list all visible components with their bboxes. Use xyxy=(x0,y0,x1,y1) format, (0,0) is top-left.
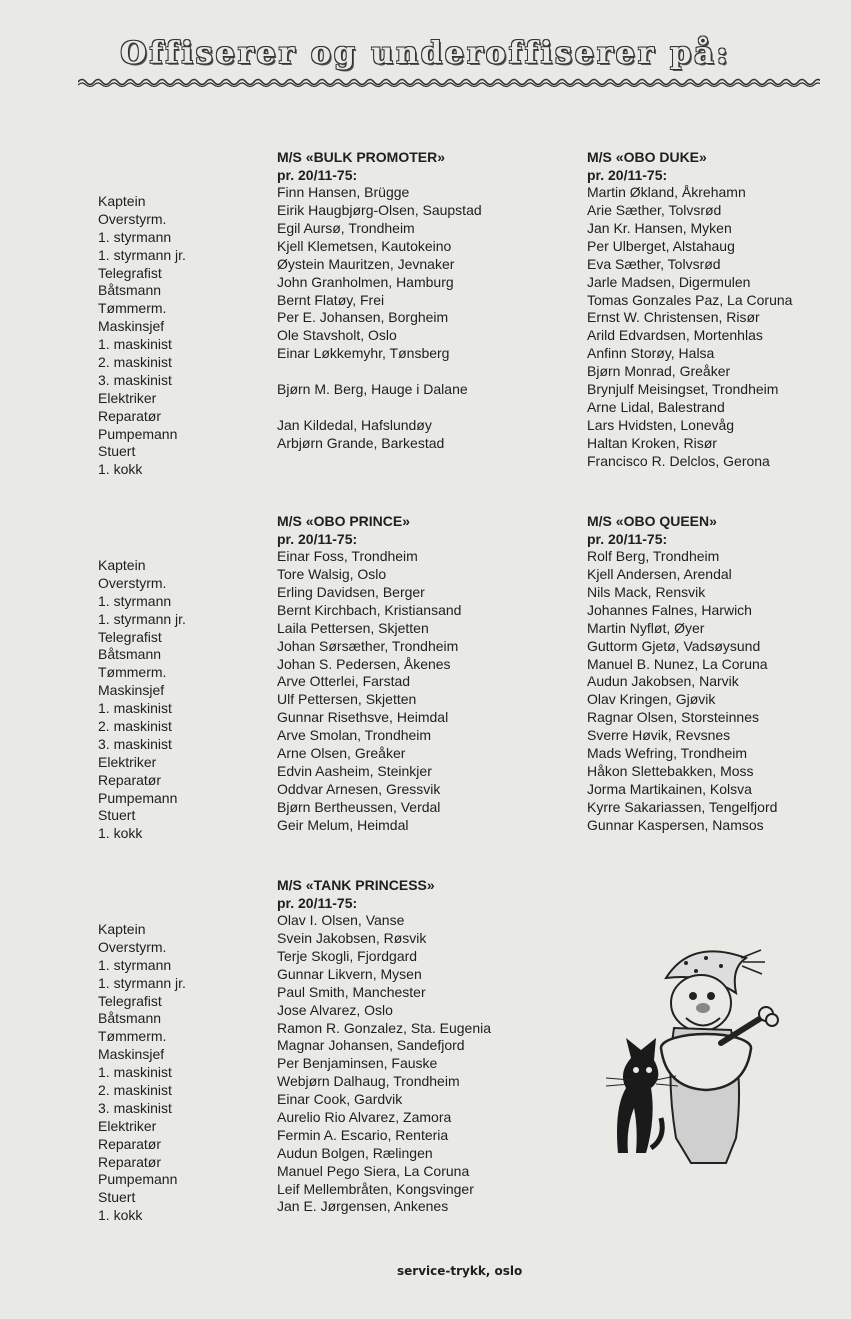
role-label: 3. maskinist xyxy=(98,1099,172,1116)
crew-list xyxy=(277,184,482,470)
roles-list-3 xyxy=(98,921,186,1225)
crew-member: Bjørn M. Berg, Hauge i Dalane xyxy=(277,380,468,397)
role-label: Pumpemann xyxy=(98,789,178,806)
role-label: Telegrafist xyxy=(98,628,162,645)
crew-member: Eva Sæther, Tolvsrød xyxy=(587,255,721,272)
ship-date: pr. 20/11-75: xyxy=(587,166,668,183)
role-label: Telegrafist xyxy=(98,992,162,1009)
crew-member: Olav Kringen, Gjøvik xyxy=(587,691,716,708)
role-label: Overstyrm. xyxy=(98,938,167,955)
crew-member: Audun Jakobsen, Narvik xyxy=(587,673,739,690)
crew-member: Edvin Aasheim, Steinkjer xyxy=(277,762,432,779)
ship-date: pr. 20/11-75: xyxy=(277,894,358,911)
crew-member: Mads Wefring, Trondheim xyxy=(587,744,748,761)
crew-member xyxy=(277,363,482,381)
role-label: 1. maskinist xyxy=(98,1064,172,1081)
role-label: 3. maskinist xyxy=(98,735,172,752)
crew-member: Brynjulf Meisingset, Trondheim xyxy=(587,380,779,397)
role-label: Båtsmann xyxy=(98,282,162,299)
role-label: Overstyrm. xyxy=(98,574,167,591)
crew-list xyxy=(587,548,777,834)
role-label: Tømmerm. xyxy=(98,664,167,681)
crew-member: Nils Mack, Rensvik xyxy=(587,583,706,600)
roles-list-1 xyxy=(98,193,186,479)
role-label: 1. styrmann xyxy=(98,592,172,609)
role-label: Kaptein xyxy=(98,193,146,209)
roles-list-2 xyxy=(98,557,186,843)
crew-member xyxy=(277,453,482,471)
crew-member: Jorma Martikainen, Kolsva xyxy=(587,780,752,797)
ship-date: pr. 20/11-75: xyxy=(277,166,358,183)
crew-member: Francisco R. Delclos, Gerona xyxy=(587,452,770,469)
crew-member: Einar Cook, Gardvik xyxy=(277,1091,403,1108)
crew-member: Manuel Pego Siera, La Coruna xyxy=(277,1162,470,1179)
ship-date: pr. 20/11-75: xyxy=(587,530,668,547)
crew-member: Kjell Andersen, Arendal xyxy=(587,566,732,583)
role-label: 2. maskinist xyxy=(98,354,172,371)
crew-member: Terje Skogli, Fjordgard xyxy=(277,947,418,964)
role-label: 2. maskinist xyxy=(98,1082,172,1099)
role-label: 1. styrmann jr. xyxy=(98,610,186,627)
role-label: Maskinsjef xyxy=(98,318,165,335)
role-label: Maskinsjef xyxy=(98,1046,165,1063)
crew-member: Bernt Kirchbach, Kristiansand xyxy=(277,601,462,618)
crew-list xyxy=(277,912,491,1216)
crew-member: Finn Hansen, Brügge xyxy=(277,184,410,201)
role-label: Reparatør xyxy=(98,407,162,424)
crew-member xyxy=(277,399,482,417)
role-label: Pumpemann xyxy=(98,425,178,442)
role-label: Båtsmann xyxy=(98,1010,162,1027)
role-label: 1. maskinist xyxy=(98,700,172,717)
crew-member: Martin Økland, Åkrehamn xyxy=(587,184,746,201)
crew-member: Aurelio Rio Alvarez, Zamora xyxy=(277,1108,452,1125)
crew-member: Geir Melum, Heimdal xyxy=(277,816,409,833)
role-label: Stuert xyxy=(98,1189,136,1206)
crew-member: Ernst W. Christensen, Risør xyxy=(587,309,760,326)
crew-member: Per E. Johansen, Borgheim xyxy=(277,309,449,326)
crew-member: Ramon R. Gonzalez, Sta. Eugenia xyxy=(277,1019,492,1036)
crew-member: Gunnar Risethsve, Heimdal xyxy=(277,709,449,726)
crew-member: Laila Pettersen, Skjetten xyxy=(277,619,429,636)
ship-name: M/S «TANK PRINCESS» xyxy=(277,877,435,893)
crew-list xyxy=(587,184,792,470)
ship-name: M/S «BULK PROMOTER» xyxy=(277,149,446,165)
role-label: 1. kokk xyxy=(98,825,143,842)
crew-member: Erling Davidsen, Berger xyxy=(277,583,425,600)
role-label: 1. kokk xyxy=(98,1207,143,1224)
ship-bulk-promoter xyxy=(277,149,482,470)
role-label: Kaptein xyxy=(98,557,146,573)
crew-member: Håkon Slettebakken, Moss xyxy=(587,762,754,779)
crew-member: Bjørn Bertheussen, Verdal xyxy=(277,798,441,815)
role-label: Tømmerm. xyxy=(98,1028,167,1045)
crew-member: Sverre Høvik, Revsnes xyxy=(587,727,731,744)
role-label: Tømmerm. xyxy=(98,300,167,317)
role-label: Overstyrm. xyxy=(98,210,167,227)
crew-member: Eirik Haugbjørg-Olsen, Saupstad xyxy=(277,202,482,219)
role-label: Pumpemann xyxy=(98,1171,178,1188)
role-label: Maskinsjef xyxy=(98,682,165,699)
role-label: 1. styrmann jr. xyxy=(98,246,186,263)
crew-member: Audun Bolgen, Rælingen xyxy=(277,1144,433,1161)
page-title: Offiserer og underoffiserer på: xyxy=(120,36,731,71)
ship-name: M/S «OBO QUEEN» xyxy=(587,513,717,529)
wavy-divider xyxy=(78,76,820,88)
role-label: Båtsmann xyxy=(98,646,162,663)
role-label: 1. kokk xyxy=(98,461,143,478)
role-label: Elektriker xyxy=(98,1117,157,1134)
crew-member: Arve Otterlei, Farstad xyxy=(277,673,411,690)
role-label: Reparatør xyxy=(98,1135,162,1152)
ship-obo-prince xyxy=(277,513,461,834)
ship-tank-princess xyxy=(277,877,491,1216)
ship-obo-queen xyxy=(587,513,777,834)
crew-member: Martin Nyfløt, Øyer xyxy=(587,619,705,636)
crew-member: Ole Stavsholt, Oslo xyxy=(277,327,397,344)
crew-member: Lars Hvidsten, Lonevåg xyxy=(587,416,735,433)
crew-member: Arbjørn Grande, Barkestad xyxy=(277,434,445,451)
crew-member: Webjørn Dalhaug, Trondheim xyxy=(277,1073,460,1090)
role-label: 3. maskinist xyxy=(98,371,172,388)
crew-member: Jan E. Jørgensen, Ankenes xyxy=(277,1198,449,1215)
crew-member: Jan Kildedal, Hafslundøy xyxy=(277,416,432,433)
crew-member: Johan Sørsæther, Trondheim xyxy=(277,637,459,654)
crew-member: Bjørn Monrad, Greåker xyxy=(587,363,731,380)
crew-member: Johannes Falnes, Harwich xyxy=(587,601,752,618)
crew-member: Tomas Gonzales Paz, La Coruna xyxy=(587,291,793,308)
crew-member: Jarle Madsen, Digermulen xyxy=(587,273,751,290)
role-label: Elektriker xyxy=(98,753,157,770)
crew-member: Rolf Berg, Trondheim xyxy=(587,548,720,565)
crew-member: Per Ulberget, Alstahaug xyxy=(587,237,735,254)
crew-member: John Granholmen, Hamburg xyxy=(277,273,454,290)
footer-printer: service-trykk, oslo xyxy=(397,1264,523,1278)
crew-member: Fermin A. Escario, Renteria xyxy=(277,1126,449,1143)
crew-member: Svein Jakobsen, Røsvik xyxy=(277,930,427,947)
crew-member: Guttorm Gjetø, Vadsøysund xyxy=(587,637,761,654)
crew-member: Kyrre Sakariassen, Tengelfjord xyxy=(587,798,778,815)
ship-date: pr. 20/11-75: xyxy=(277,530,358,547)
crew-member: Haltan Kroken, Risør xyxy=(587,434,717,451)
crew-member: Johan S. Pedersen, Åkenes xyxy=(277,655,451,672)
role-label: Telegrafist xyxy=(98,264,162,281)
crew-member: Manuel B. Nunez, La Coruna xyxy=(587,655,768,672)
crew-member: Paul Smith, Manchester xyxy=(277,983,426,1000)
crew-member: Kjell Klemetsen, Kautokeino xyxy=(277,237,452,254)
crew-member: Egil Aursø, Trondheim xyxy=(277,219,415,236)
ship-name: M/S «OBO DUKE» xyxy=(587,149,707,165)
role-label: 1. maskinist xyxy=(98,336,172,353)
crew-member: Per Benjaminsen, Fauske xyxy=(277,1055,438,1072)
crew-member: Øystein Mauritzen, Jevnaker xyxy=(277,255,455,272)
crew-member: Jan Kr. Hansen, Myken xyxy=(587,219,732,236)
role-label: Elektriker xyxy=(98,389,157,406)
crew-member: Einar Foss, Trondheim xyxy=(277,548,418,565)
gnome-with-cat-icon xyxy=(596,938,796,1168)
crew-member: Einar Løkkemyhr, Tønsberg xyxy=(277,345,450,362)
crew-member: Olav I. Olsen, Vanse xyxy=(277,912,405,929)
crew-member: Leif Mellembråten, Kongsvinger xyxy=(277,1180,474,1197)
crew-member: Magnar Johansen, Sandefjord xyxy=(277,1037,465,1054)
crew-member: Arne Olsen, Greåker xyxy=(277,744,406,761)
crew-member: Gunnar Likvern, Mysen xyxy=(277,965,422,982)
crew-member: Tore Walsig, Oslo xyxy=(277,566,387,583)
crew-member: Arie Sæther, Tolvsrød xyxy=(587,202,722,219)
crew-member: Arve Smolan, Trondheim xyxy=(277,727,432,744)
role-label: Stuert xyxy=(98,807,136,824)
crew-member: Arne Lidal, Balestrand xyxy=(587,398,725,415)
crew-member: Arild Edvardsen, Mortenhlas xyxy=(587,327,763,344)
role-label: 1. styrmann xyxy=(98,956,172,973)
crew-member: Ragnar Olsen, Storsteinnes xyxy=(587,709,759,726)
role-label: 1. styrmann jr. xyxy=(98,974,186,991)
crew-member: Jose Alvarez, Oslo xyxy=(277,1001,393,1018)
role-label: Reparatør xyxy=(98,1153,162,1170)
role-label: Kaptein xyxy=(98,921,146,937)
ship-name: M/S «OBO PRINCE» xyxy=(277,513,411,529)
ship-obo-duke xyxy=(587,149,792,470)
role-label: 2. maskinist xyxy=(98,718,172,735)
crew-member: Gunnar Kaspersen, Namsos xyxy=(587,816,764,833)
role-label: Stuert xyxy=(98,443,136,460)
role-label: Reparatør xyxy=(98,771,162,788)
crew-list xyxy=(277,548,461,834)
crew-member: Bernt Flatøy, Frei xyxy=(277,291,385,308)
role-label: 1. styrmann xyxy=(98,228,172,245)
crew-member: Oddvar Arnesen, Gressvik xyxy=(277,780,441,797)
crew-member: Ulf Pettersen, Skjetten xyxy=(277,691,417,708)
crew-member: Anfinn Storøy, Halsa xyxy=(587,345,715,362)
